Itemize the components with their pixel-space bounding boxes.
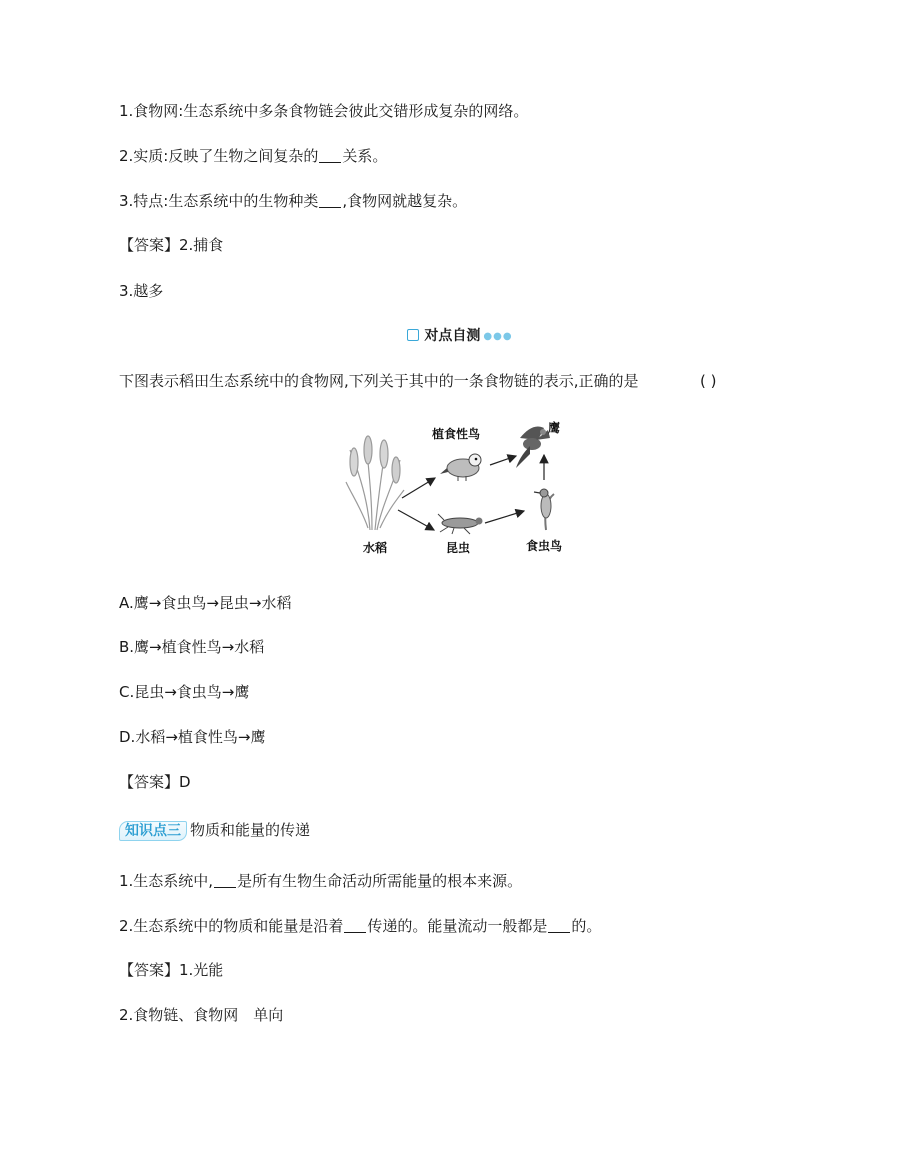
arrow-insect-to-insectivore-bird	[485, 511, 524, 523]
option-a[interactable]: A.鹰→食虫鸟→昆虫→水稻	[119, 594, 292, 612]
answer-blank[interactable]	[214, 873, 236, 888]
essence-statement	[119, 146, 387, 166]
section-heading	[119, 820, 310, 841]
statement-text-start: 1.生态系统中,	[119, 872, 214, 890]
feature-text-start: 3.特点:生态系统中的生物种类	[119, 192, 319, 210]
energy-source-statement	[119, 871, 522, 891]
answer-line: 【答案】2.捕食	[119, 236, 224, 254]
herbivore-bird-illustration	[440, 454, 481, 481]
label-insectivore-bird: 食虫鸟	[526, 539, 563, 553]
statement-text-start: 2.生态系统中的物质和能量是沿着	[119, 917, 344, 935]
option-b[interactable]: B.鹰→植食性鸟→水稻	[119, 638, 265, 656]
knowledge-point-tag: 知识点三	[119, 821, 187, 841]
answer-line-continued: 3.越多	[119, 282, 164, 300]
label-insect: 昆虫	[446, 541, 471, 555]
arrow-rice-to-herbivore-bird	[402, 478, 435, 498]
label-rice: 水稻	[363, 541, 388, 555]
answer-line: 【答案】1.光能	[119, 961, 224, 979]
label-herbivore-bird: 植食性鸟	[432, 427, 481, 441]
answer-line-continued: 2.食物链、食物网 单向	[119, 1006, 284, 1024]
answer-parentheses[interactable]: ( )	[700, 372, 717, 390]
statement-text-end: 的。	[571, 917, 602, 935]
essence-text-end: 关系。	[342, 147, 388, 165]
answer-line: 【答案】D	[119, 773, 191, 791]
statement-text-end: 是所有生物生命活动所需能量的根本来源。	[237, 872, 523, 890]
feature-statement	[119, 191, 467, 211]
section-title: 物质和能量的传递	[190, 821, 311, 839]
food-web-figure	[340, 410, 580, 560]
self-test-title: 对点自测	[424, 328, 481, 344]
label-eagle: 鹰	[548, 421, 561, 435]
statement-text-middle: 传递的。能量流动一般都是	[367, 917, 548, 935]
option-c[interactable]: C.昆虫→食虫鸟→鹰	[119, 683, 250, 701]
arrow-rice-to-insect	[398, 510, 434, 530]
food-web-definition: 1.食物网:生态系统中多条食物链会彼此交错形成复杂的网络。	[119, 102, 529, 120]
pencil-icon	[407, 329, 419, 341]
answer-blank[interactable]	[344, 918, 366, 933]
self-test-heading	[0, 326, 920, 347]
insectivore-bird-illustration	[534, 489, 554, 530]
rice-plant-illustration	[346, 436, 404, 530]
option-d[interactable]: D.水稻→植食性鸟→鹰	[119, 728, 266, 746]
essence-text-start: 2.实质:反映了生物之间复杂的	[119, 147, 319, 165]
answer-blank[interactable]	[319, 193, 341, 208]
insect-illustration	[438, 514, 483, 534]
eagle-illustration	[516, 426, 550, 468]
answer-blank[interactable]	[319, 148, 341, 163]
answer-blank[interactable]	[548, 918, 570, 933]
energy-flow-statement	[119, 916, 601, 936]
dots-icon: ●●●	[483, 331, 513, 342]
feature-text-end: ,食物网就越复杂。	[342, 192, 468, 210]
question-text: 下图表示稻田生态系统中的食物网,下列关于其中的一条食物链的表示,正确的是	[119, 372, 639, 390]
arrow-herbivore-bird-to-eagle	[490, 456, 516, 465]
